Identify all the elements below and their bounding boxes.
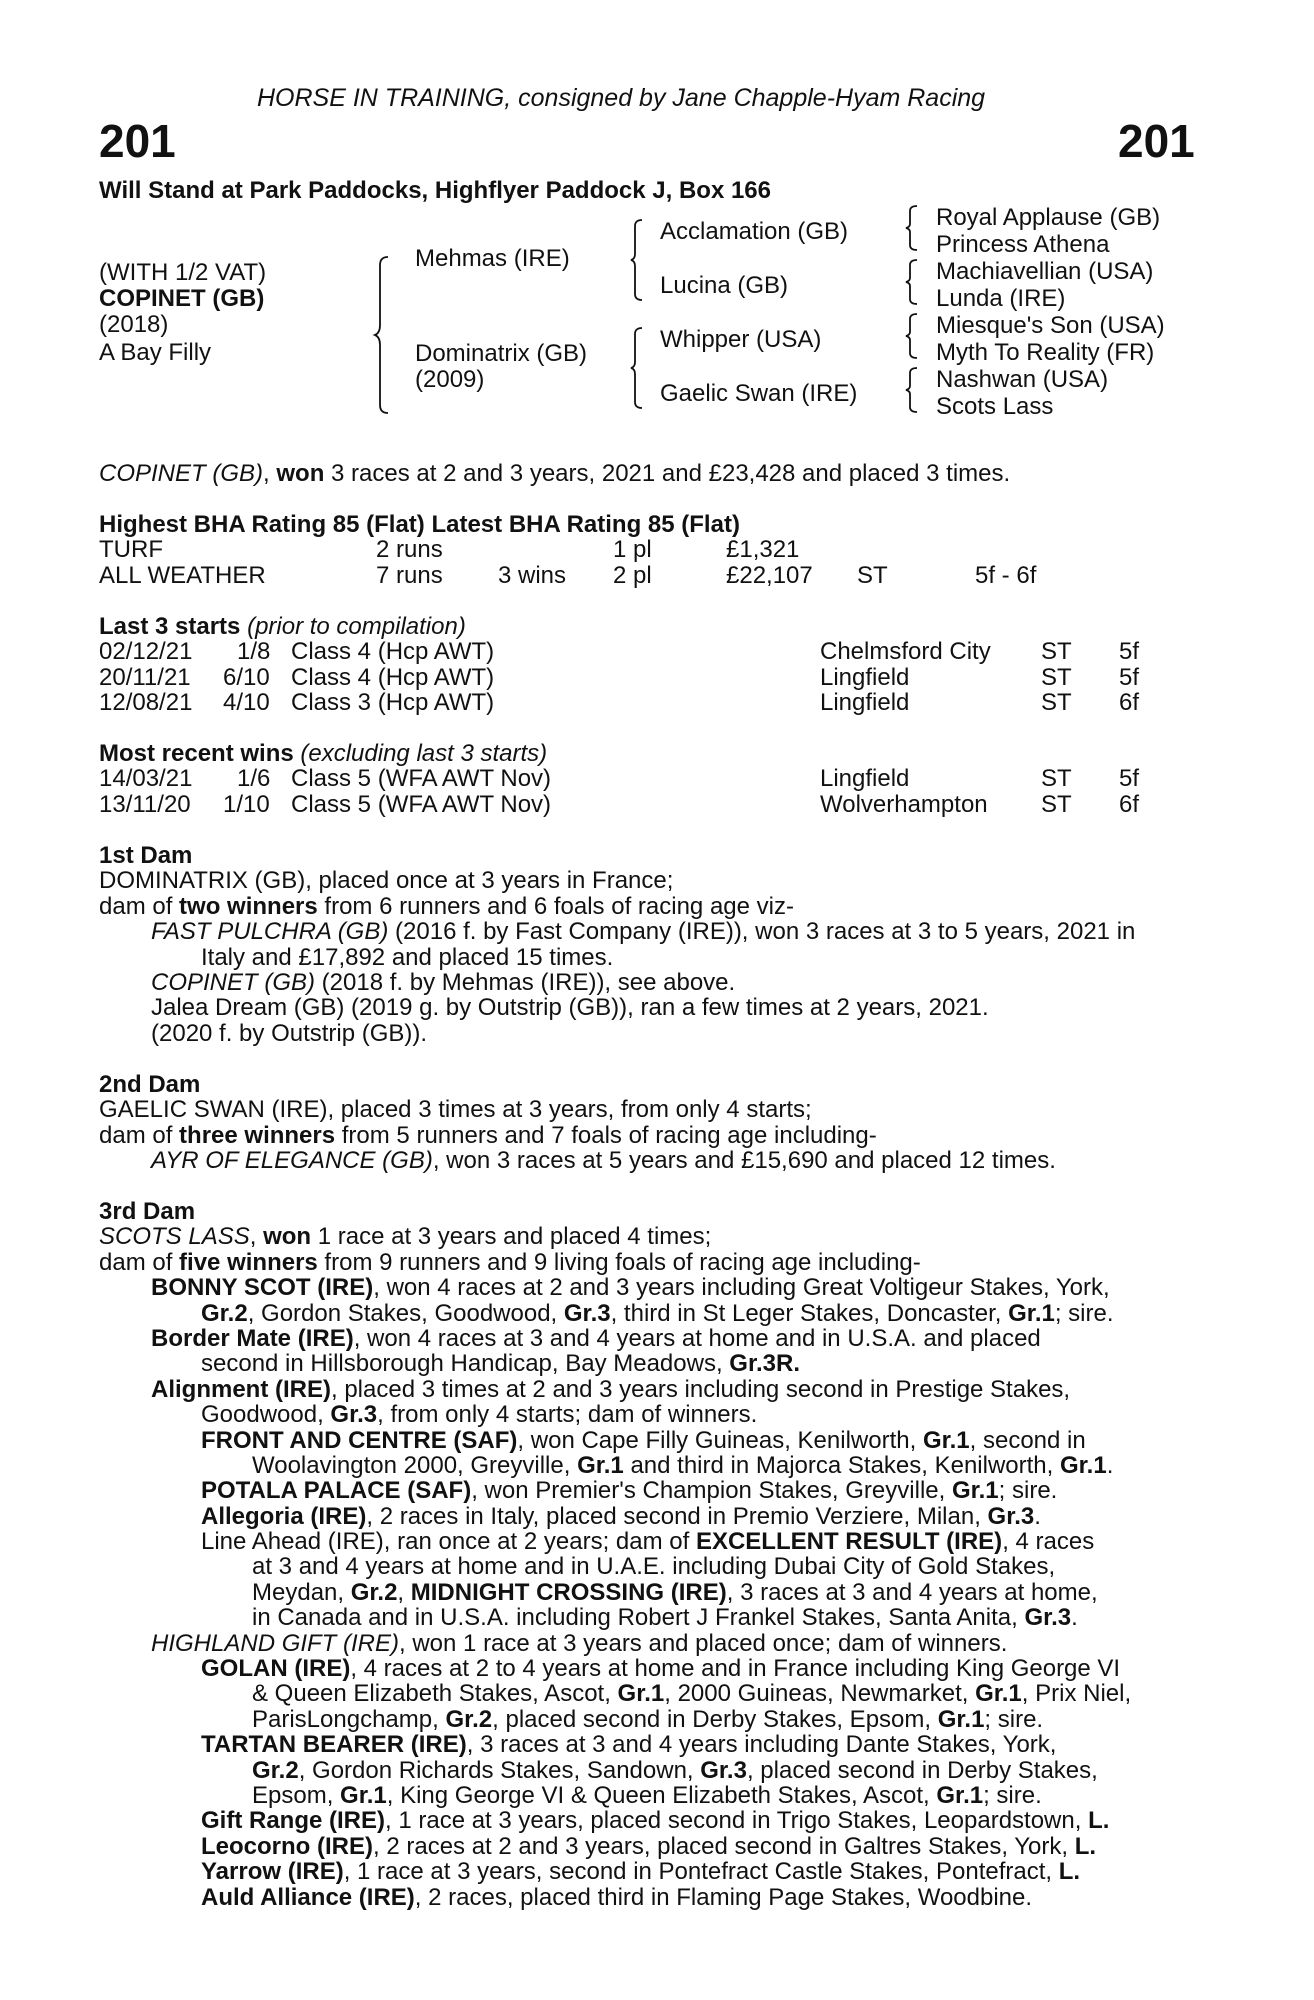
pedigree-bracket-dam	[630, 326, 646, 410]
first-dam-section: 1st Dam DOMINATRIX (GB), placed once at 3 years in France; dam of two winners from 6 runners and 6 foals of racing age viz- FAST PULCHRA (GB) (2016 f. by Fast Company (IRE)), won 3 races at 3 to 5 years, 2021 in Italy and £17,892 and placed 15 times. COPINET (GB) (2018 f. by Mehmas (IRE)), see above. Jalea Dream (GB) (2019 g. by Outstrip (GB)), ran a few times at 2 years, 2021. (2020 f. by Outstrip (GB)).	[99, 843, 1209, 1046]
pedigree-bracket-sire	[630, 218, 646, 302]
consignment-line: HORSE IN TRAINING, consigned by Jane Chapple-Hyam Racing	[257, 84, 986, 112]
pedigree-bracket-main	[374, 255, 394, 415]
sire-sire-sire: Royal Applause (GB)	[936, 204, 1161, 231]
horse-description: A Bay Filly	[99, 339, 212, 366]
dam-sire-sire: Miesque's Son (USA)	[936, 312, 1165, 339]
pedigree-bracket-ss	[905, 204, 921, 252]
dam-dam: Gaelic Swan (IRE)	[660, 380, 858, 407]
ratings-row-turf: TURF 2 runs 1 pl £1,321	[99, 536, 800, 564]
dam-dam-dam: Scots Lass	[936, 393, 1054, 420]
start-row: 02/12/21 1/8 Class 4 (Hcp AWT) Chelmsford City ST 5f	[99, 638, 1140, 666]
win-row: 13/11/20 1/10 Class 5 (WFA AWT Nov) Wolverhampton ST 6f	[99, 790, 1140, 818]
ratings-section	[99, 512, 1209, 588]
pedigree-bracket-ds	[905, 312, 921, 360]
sire: Mehmas (IRE)	[415, 245, 570, 272]
ratings-row-all-weather: ALL WEATHER 7 runs 3 wins 2 pl £22,107 ST 5f - 6f	[99, 561, 1037, 589]
sire-sire: Acclamation (GB)	[660, 218, 849, 245]
dam-dam-sire: Nashwan (USA)	[936, 366, 1109, 393]
second-dam-heading: 2nd Dam	[99, 1071, 201, 1098]
lot-number-left: 201	[99, 115, 176, 167]
vat-note: (WITH 1/2 VAT)	[99, 259, 267, 286]
sire-dam-dam: Lunda (IRE)	[936, 285, 1066, 312]
dam: Dominatrix (GB)	[415, 340, 588, 367]
start-row: 12/08/21 4/10 Class 3 (Hcp AWT) Lingfield ST 6f	[99, 689, 1140, 717]
horse-name: COPINET (GB)	[99, 285, 265, 312]
dam-year: (2009)	[415, 366, 485, 393]
horse-year: (2018)	[99, 311, 169, 338]
sire-dam-sire: Machiavellian (USA)	[936, 258, 1154, 285]
last-starts-heading: Last 3 starts (prior to compilation)	[99, 613, 466, 640]
recent-wins-section	[99, 741, 1209, 817]
pedigree-bracket-dd	[905, 366, 921, 414]
win-row: 14/03/21 1/6 Class 5 (WFA AWT Nov) Lingfield ST 5f	[99, 765, 1140, 793]
third-dam-section: 3rd Dam SCOTS LASS, won 1 race at 3 years and placed 4 times; dam of five winners from 9 runners and 9 living foals of racing age including- BONNY SCOT (IRE), won 4 races at 2 and 3 years including Great Voltigeur Stakes, York, Gr.2, Gordon Stakes, Goodwood, Gr.3, third in St Leger Stakes, Doncaster, Gr.1; sire. Border Mate (IRE), won 4 races at 3 and 4 years at home and in U.S.A. and placed second in Hillsborough Handicap, Bay Meadows, Gr.3R. Alignment (IRE), placed 3 times at 2 and 3 years including second in Prestige Stakes, Goodwood, Gr.3, from only 4 starts; dam of winners. FRONT AND CENTRE (SAF), won Cape Filly Guineas, Kenilworth, Gr.1, second in Woolavington 2000, Greyville, Gr.1 and third in Majorca Stakes, Kenilworth, Gr.1. POTALA PALACE (SAF), won Premier's Champion Stakes, Greyville, Gr.1; sire. Allegoria (IRE), 2 races in Italy, placed second in Premio Verziere, Milan, Gr.3. Line Ahead (IRE), ran once at 2 years; dam of EXCELLENT RESULT (IRE), 4 races at 3 and 4 years at home and in U.A.E. including Dubai City of Gold Stakes, Meydan, Gr.2, MIDNIGHT CROSSING (IRE), 3 races at 3 and 4 years at home, in Canada and in U.S.A. including Robert J Frankel Stakes, Santa Anita, Gr.3. HIGHLAND GIFT (IRE), won 1 race at 3 years and placed once; dam of winners. GOLAN (IRE), 4 races at 2 to 4 years at home and in France including King George VI & Queen Elizabeth Stakes, Ascot, Gr.1, 2000 Guineas, Newmarket, Gr.1, Prix Niel, ParisLongchamp, Gr.2, placed second in Derby Stakes, Epsom, Gr.1; sire. TARTAN BEARER (IRE), 3 races at 3 and 4 years including Dante Stakes, York, Gr.2, Gordon Richards Stakes, Sandown, Gr.3, placed second in Derby Stakes, Epsom, Gr.1, King George VI & Queen Elizabeth Stakes, Ascot, Gr.1; sire. Gift Range (IRE), 1 race at 3 years, placed second in Trigo Stakes, Leopardstown, L. Leocorno (IRE), 2 races at 2 and 3 years, placed second in Galtres Stakes, York, L. Yarrow (IRE), 1 race at 3 years, second in Pontefract Castle Stakes, Pontefract, L. Auld Alliance (IRE), 2 races, placed third in Flaming Page Stakes, Woodbine.	[99, 1199, 1209, 1910]
dam-sire: Whipper (USA)	[660, 326, 822, 353]
start-row: 20/11/21 6/10 Class 4 (Hcp AWT) Lingfield ST 5f	[99, 663, 1140, 691]
pedigree-bracket-sd	[905, 258, 921, 306]
sire-dam: Lucina (GB)	[660, 272, 789, 299]
lot-number-right: 201	[1118, 115, 1195, 167]
location-line: Will Stand at Park Paddocks, Highflyer Paddock J, Box 166	[99, 177, 771, 204]
sire-sire-dam: Princess Athena	[936, 231, 1110, 258]
second-dam-section: 2nd Dam GAELIC SWAN (IRE), placed 3 times at 3 years, from only 4 starts; dam of three winners from 5 runners and 7 foals of racing age including- AYR OF ELEGANCE (GB), won 3 races at 5 years and £15,690 and placed 12 times.	[99, 1072, 1209, 1174]
race-summary: COPINET (GB), won 3 races at 2 and 3 years, 2021 and £23,428 and placed 3 times.	[99, 460, 1011, 487]
first-dam-heading: 1st Dam	[99, 842, 193, 869]
third-dam-heading: 3rd Dam	[99, 1198, 196, 1225]
last-starts-section	[99, 614, 1209, 716]
recent-wins-heading: Most recent wins (excluding last 3 starts)	[99, 740, 548, 767]
dam-sire-dam: Myth To Reality (FR)	[936, 339, 1155, 366]
ratings-heading: Highest BHA Rating 85 (Flat) Latest BHA Rating 85 (Flat)	[99, 511, 740, 538]
